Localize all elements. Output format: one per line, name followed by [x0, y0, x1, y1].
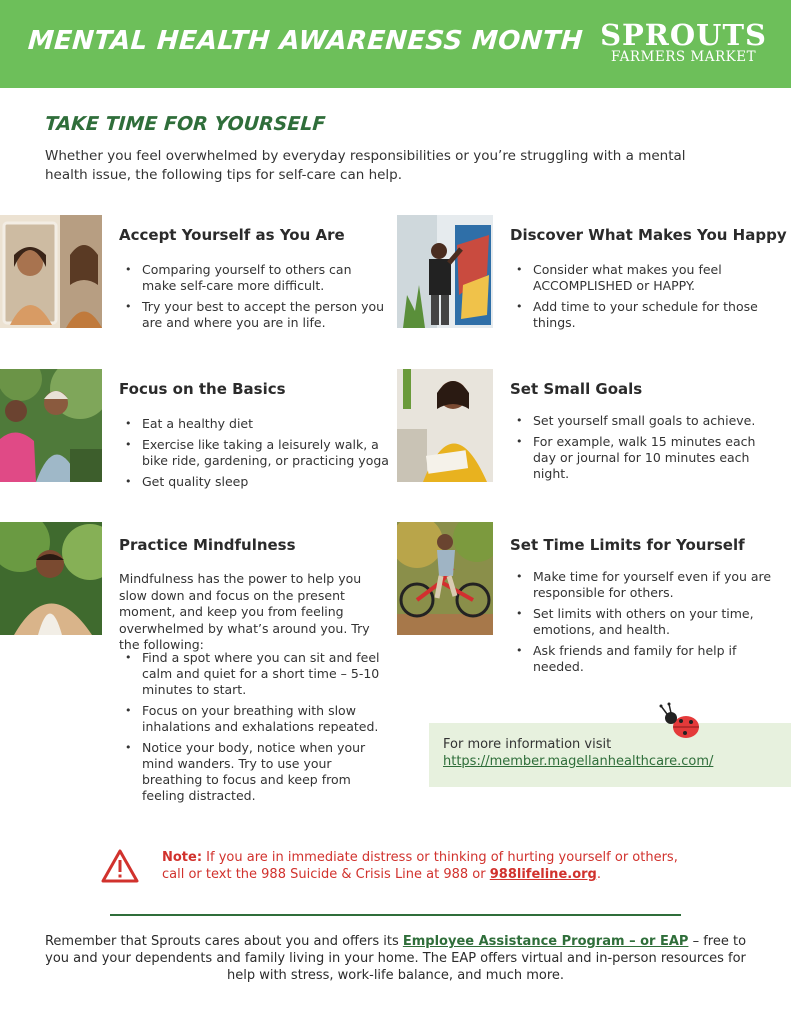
footer-post: – free to you and your dependents and family living in your home. The EAP offers virtual and in-person resources for help with stress, work-life balance, and much more.	[45, 934, 747, 983]
eap-link[interactable]: Employee Assistance Program – or EAP	[402, 934, 689, 949]
more-info-text: For more information visit	[443, 737, 612, 752]
intro-paragraph: Whether you feel overwhelmed by everyday responsibilities or you’re struggling with a mental health issue, the following tips for self-care can help.	[45, 148, 686, 183]
header-banner	[0, 0, 791, 88]
tip-heading-focus-basics: Focus on the Basics	[119, 380, 286, 398]
crisis-note	[162, 849, 702, 883]
list-item: • Make time for yourself even if you are responsible for others.	[510, 569, 782, 601]
tip-heading-mindfulness: Practice Mindfulness	[119, 536, 296, 554]
list-item: • Eat a healthy diet	[119, 416, 389, 432]
magellan-link[interactable]: https://member.magellanhealthcare.com/	[443, 754, 714, 769]
list-item: • For example, walk 15 minutes each day or journal for 10 minutes each night.	[510, 434, 780, 482]
tip-list-time-limits	[510, 569, 782, 680]
list-item: • Focus on your breathing with slow inhalations and exhalations repeated.	[119, 703, 391, 735]
warning-triangle-icon	[100, 848, 140, 884]
list-item: • Comparing yourself to others can make self-care more difficult.	[119, 262, 389, 294]
tip-heading-time-limits: Set Time Limits for Yourself	[510, 536, 745, 554]
footer-pre: Remember that Sprouts cares about you and offers its	[44, 934, 403, 949]
more-info-box	[429, 723, 791, 787]
brand-subtitle: FARMERS MARKET	[610, 49, 757, 65]
sprouts-logo	[600, 20, 767, 65]
list-item: • Try your best to accept the person you are and where you are in life.	[119, 299, 389, 331]
list-item: • Ask friends and family for help if needed.	[510, 643, 782, 675]
tip-list-mindfulness	[119, 650, 391, 809]
tip-heading-small-goals: Set Small Goals	[510, 380, 643, 398]
photo-mirror-woman	[0, 215, 102, 328]
note-label: Note:	[162, 850, 203, 865]
list-item: • Get quality sleep	[119, 474, 389, 490]
list-item: • Add time to your schedule for those things.	[510, 299, 780, 331]
tip-list-focus-basics	[119, 416, 389, 495]
list-item: • Consider what makes you feel ACCOMPLISHED or HAPPY.	[510, 262, 780, 294]
lifeline-link[interactable]: 988lifeline.org	[489, 867, 597, 882]
mindfulness-paragraph: Mindfulness has the power to help you slow down and focus on the present moment, and keep you from feeling overwhelmed by what’s around you. Try the following:	[119, 571, 370, 652]
section-title: TAKE TIME FOR YOURSELF	[44, 113, 327, 135]
list-item: • Find a spot where you can sit and feel calm and quiet for a short time – 5-10 minutes to start.	[119, 650, 391, 698]
list-item: • Notice your body, notice when your mind wanders. Try to use your breathing to focus and keep from feeling distracted.	[119, 740, 391, 804]
tip-list-small-goals	[510, 413, 780, 487]
photo-women-talking	[0, 369, 102, 482]
list-item: • Set limits with others on your time, emotions, and health.	[510, 606, 782, 638]
photo-woman-journaling	[397, 369, 493, 482]
list-item: • Set yourself small goals to achieve.	[510, 413, 780, 429]
ladybug-icon	[655, 702, 705, 742]
photo-bike-ride	[397, 522, 493, 635]
list-item: • Exercise like taking a leisurely walk, a bike ride, gardening, or practicing yoga	[119, 437, 389, 469]
tip-list-accept-yourself	[119, 262, 389, 336]
footer-eap	[40, 933, 751, 984]
note-end: .	[596, 867, 601, 882]
photo-man-painting	[397, 215, 493, 328]
tip-heading-accept-yourself: Accept Yourself as You Are	[119, 226, 345, 244]
tip-heading-discover-happy: Discover What Makes You Happy	[510, 226, 787, 244]
divider	[110, 914, 681, 916]
tip-list-discover-happy	[510, 262, 780, 336]
banner-title: MENTAL HEALTH AWARENESS MONTH	[26, 26, 584, 56]
photo-man-outdoors	[0, 522, 102, 635]
note-text: If you are in immediate distress or thinking of hurting yourself or others, call or text the 988 Suicide & Crisis Line at 988 or	[162, 850, 678, 882]
brand-name: SPROUTS	[600, 18, 767, 52]
